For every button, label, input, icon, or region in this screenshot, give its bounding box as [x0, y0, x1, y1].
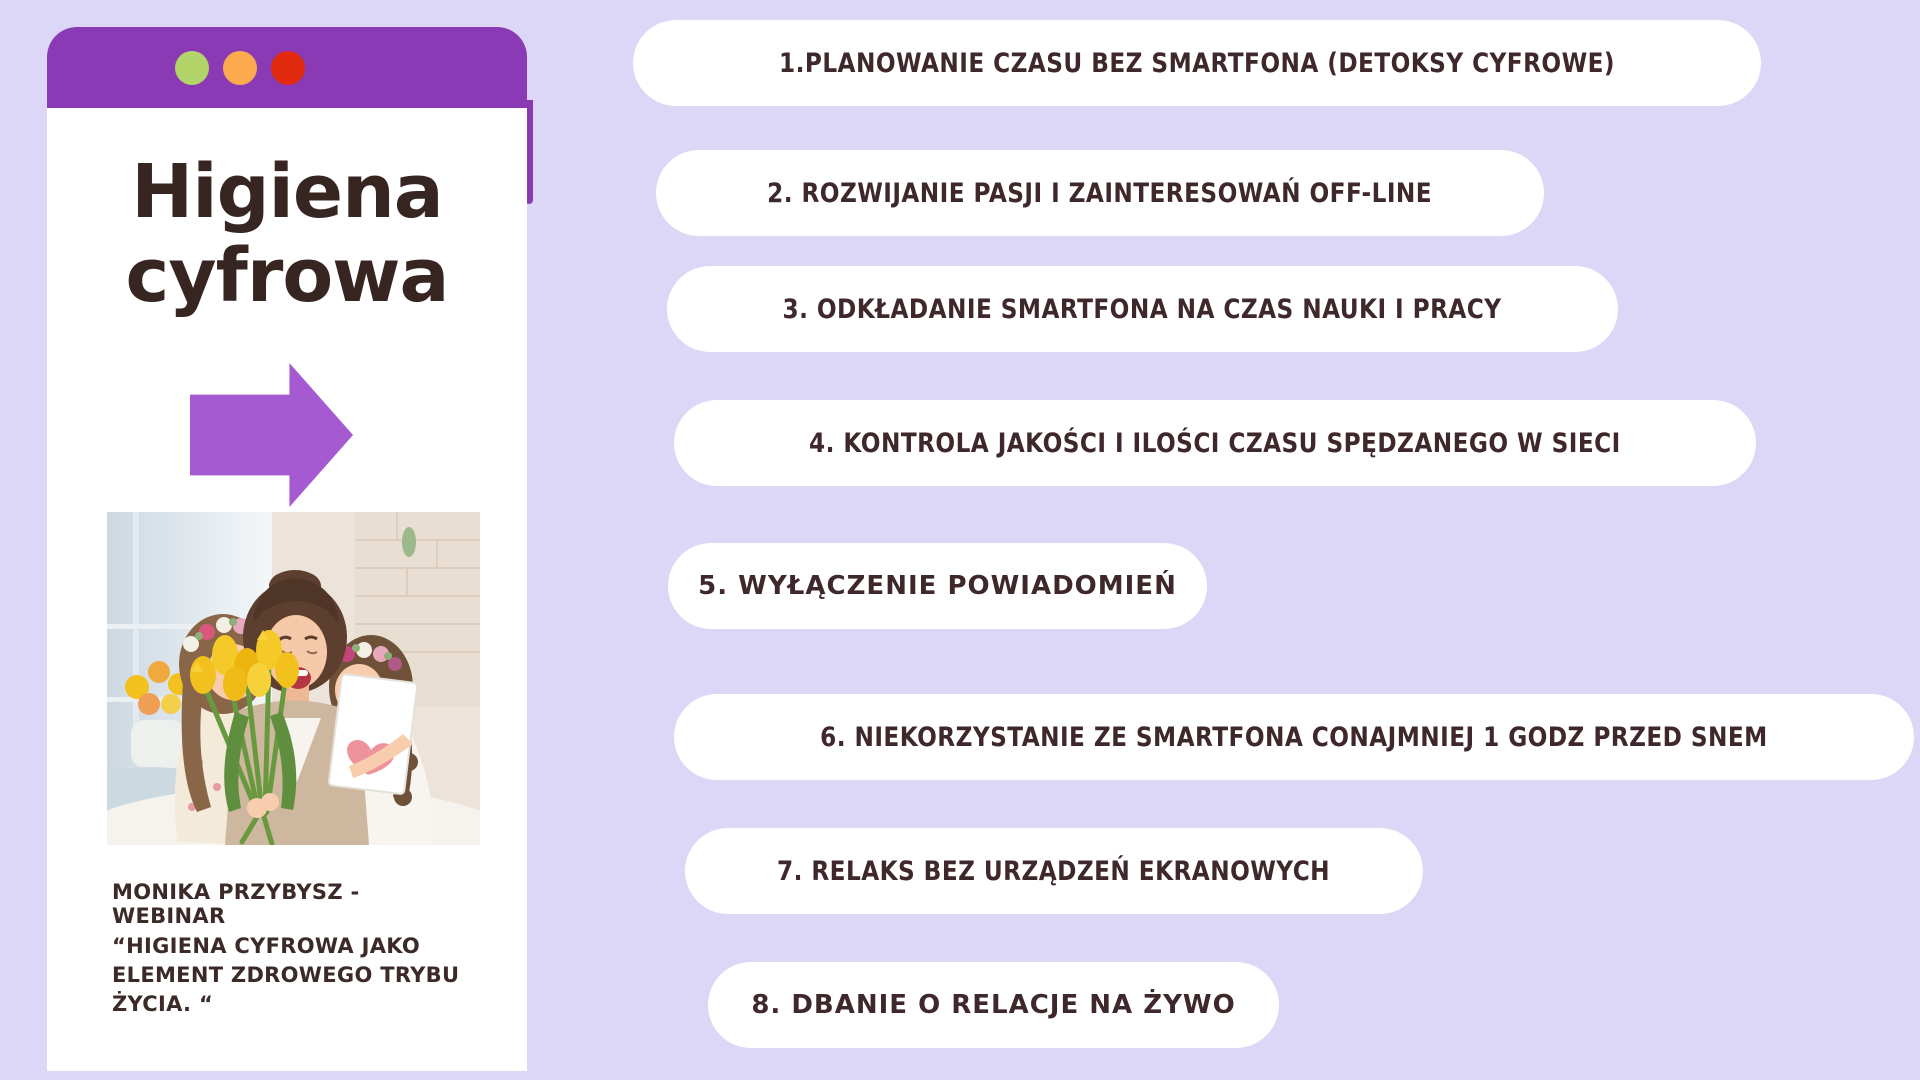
- quote-line: ELEMENT ZDROWEGO TRYBU: [112, 963, 460, 987]
- list-item-label: 1.PLANOWANIE CZASU BEZ SMARTFONA (DETOKSY CYFROWE): [779, 47, 1615, 79]
- quote-line: ŻYCIA. “: [112, 992, 214, 1016]
- list-item-label: 3. ODKŁADANIE SMARTFONA NA CZAS NAUKI I PRACY: [783, 293, 1502, 325]
- list-item-label: 4. KONTROLA JAKOŚCI I ILOŚCI CZASU SPĘDZANEGO W SIECI: [809, 427, 1621, 459]
- list-item: [667, 266, 1618, 352]
- list-item-label: 6. NIEKORZYSTANIE ZE SMARTFONA CONAJMNIEJ 1 GODZ PRZED SNEM: [820, 721, 1768, 753]
- list-item-label: 2. ROZWIJANIE PASJI I ZAINTERESOWAŃ OFF-LINE: [767, 177, 1433, 209]
- list-item: [656, 150, 1544, 236]
- list-item-label: 7. RELAKS BEZ URZĄDZEŃ EKRANOWYCH: [777, 855, 1331, 887]
- author-label: MONIKA PRZYBYSZ - WEBINAR: [112, 880, 360, 928]
- page-title-line1: Higiena: [131, 149, 443, 235]
- list-item-label: 8. DBANIE O RELACJE NA ŻYWO: [751, 990, 1236, 1020]
- list-item: [708, 962, 1279, 1048]
- list-item: [674, 694, 1914, 780]
- list-item-label: 5. WYŁĄCZENIE POWIADOMIEŃ: [698, 571, 1177, 601]
- list-item: [633, 20, 1761, 106]
- list-item: [674, 400, 1756, 486]
- quote-line: “HIGIENA CYFROWA JAKO: [112, 934, 421, 958]
- list-item: [668, 543, 1207, 629]
- list-item: [685, 828, 1423, 914]
- page-title-line2: cyfrowa: [125, 233, 449, 319]
